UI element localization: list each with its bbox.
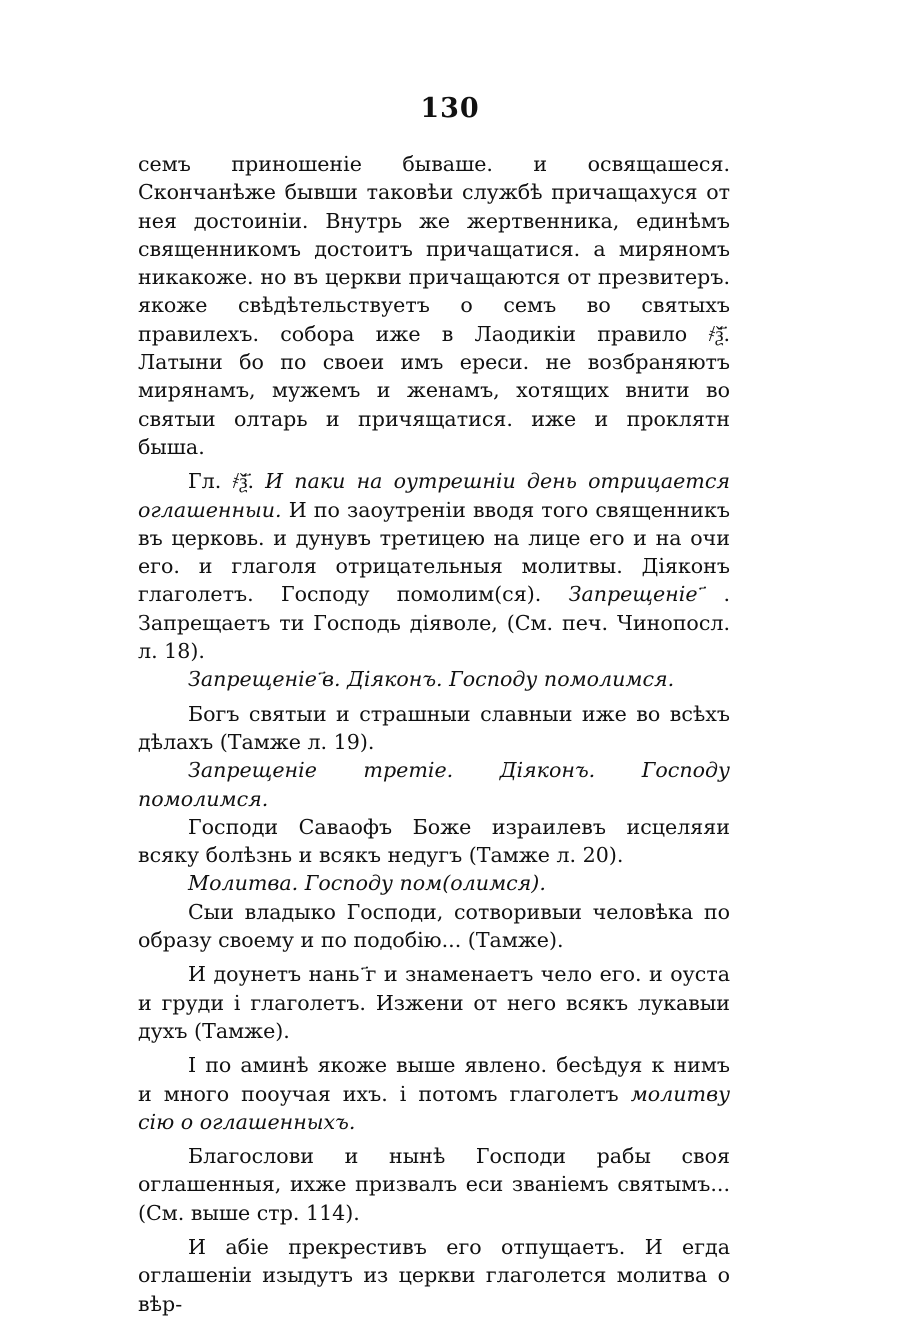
rule-number-ref: ҂ѯ҃ [708, 321, 724, 346]
paragraph-5 [138, 756, 730, 813]
paragraph-2-text-2: Запрещаетъ ти Господь діяволе, (См. печ. Чинопосл. л. 18). [138, 610, 730, 664]
paragraph-2-italic-2: Запрещеніе [568, 582, 698, 607]
paragraph-3-italic: Запрещеніе ҃в. Діяконъ. Господу помолимся. [188, 667, 675, 692]
paragraph-3 [138, 665, 730, 693]
paragraph-1: семъ приношеніе бываше. и освящашеся. Скончанѣже бывши таковѣи службѣ причащахуся от нея достоиніи. Внутрь же жертвенника, единѣмъ священникомъ достоитъ причащатися. а миряномъ никакоже. но въ церкви причащаются от презвитеръ. якоже свѣдѣтельствуетъ о семъ во святыхъ правилехъ. собора иже в Лаодикіи правило ҂ѯ҃. Латыни бо по своеи имъ ереси. не возбраняютъ мирянамъ, мужемъ и женамъ, хотящих внити во святыи олтарь и причящатися. иже и проклятн быша. [138, 152, 730, 459]
paragraph-8 [138, 898, 730, 955]
chapter-number-ref: ҂ѯ҃ [232, 469, 248, 494]
paragraph-12-text: И абіе прекрестивъ его отпущаетъ. И егда оглашеніи изыдутъ из церкви глаголется молитва о вѣр- [138, 1234, 730, 1316]
page-body [138, 150, 730, 1318]
paragraph-1-text: семъ приношеніе бываше. и освящашеся. Скончанѣже бывши таковѣи службѣ причащахуся от нея достоиніи. Внутрь же жертвенника, единѣмъ священникомъ достоитъ причащатися. а миряномъ никакоже. но въ церкви причащаются от презвитеръ. якоже свѣдѣтельствуетъ о семъ во святыхъ правилехъ. собора иже в Лаодикіи правило [138, 152, 730, 346]
paragraph-4-text: Богъ святыи и страшныи славныи иже во всѣхъ дѣлахъ (Тамже л. 19). [138, 701, 730, 754]
paragraph-2-italic: И паки на оутрешніи день отрицается оглашенныи. [138, 469, 730, 522]
paragraph-6-text: Господи Саваофъ Боже израилевъ исцеляяи всяку болѣзнь и всякъ недугъ (Тамже л. 20). [138, 814, 730, 868]
paragraph-10 [138, 1051, 730, 1136]
paragraph-10-italic: молитву сію о оглашенныхъ. [138, 1081, 731, 1134]
paragraph-12 [138, 1233, 730, 1318]
paragraph-2: Гл. ҂ѯ҃. И паки на оутрешніи день отрицается оглашенныи. И по заоутреніи вводя того священникъ въ церковь. и дунувъ третицею на лице его и на очи его. и глаголя отрицательныя молитвы. Діяконъ глаголетъ. Господу помолим(ся). Запрещеніе . Запрещаетъ ти Господь діяволе, (См. печ. Чинопосл. л. 18). [138, 469, 731, 664]
paragraph-10-text: І по аминѣ якоже выше явлено. бесѣдуя к нимъ и много пооучая ихъ. і потомъ глаголетъ [138, 1053, 730, 1106]
paragraph-9-text: И доунетъ нань ҃г и знаменаетъ чело его. и оуста и груди і глаголетъ. Изжени от него всякъ лукавыи духъ (Тамже). [138, 962, 730, 1043]
paragraph-8-text: Сыи владыко Господи, сотворивыи человѣка по образу своему и по подобію... (Тамже). [138, 899, 730, 953]
paragraph-9 [138, 960, 730, 1045]
paragraph-11-text: Благослови и нынѣ Господи рабы своя оглашенныя, ихже призвалъ еси званіемъ святымъ... (См. выше стр. 114). [138, 1144, 730, 1225]
chapter-lead: Гл. [188, 469, 222, 494]
paragraph-6 [138, 813, 730, 870]
paragraph-1b-text: Латыни бо по своеи имъ ереси. не возбраняютъ мирянамъ, мужемъ и женамъ, хотящих внити во святыи олтарь и причящатися. иже и проклятн быша. [138, 350, 730, 459]
paragraph-11 [138, 1142, 730, 1227]
paragraph-4 [138, 700, 730, 757]
page-number: 130 [420, 93, 480, 124]
paragraph-5-italic: Запрещеніе третіе. Діяконъ. Господу помолимся. [138, 758, 730, 811]
paragraph-7 [138, 869, 730, 897]
paragraph-7-italic: Молитва. Господу пом(олимся). [188, 871, 546, 896]
paragraph-2-text: И по заоутреніи вводя того священникъ въ церковь. и дунувъ третицею на лице его и на очи его. и глаголя отрицательныя молитвы. Діяконъ глаголетъ. Господу помолим(ся). [138, 497, 731, 607]
